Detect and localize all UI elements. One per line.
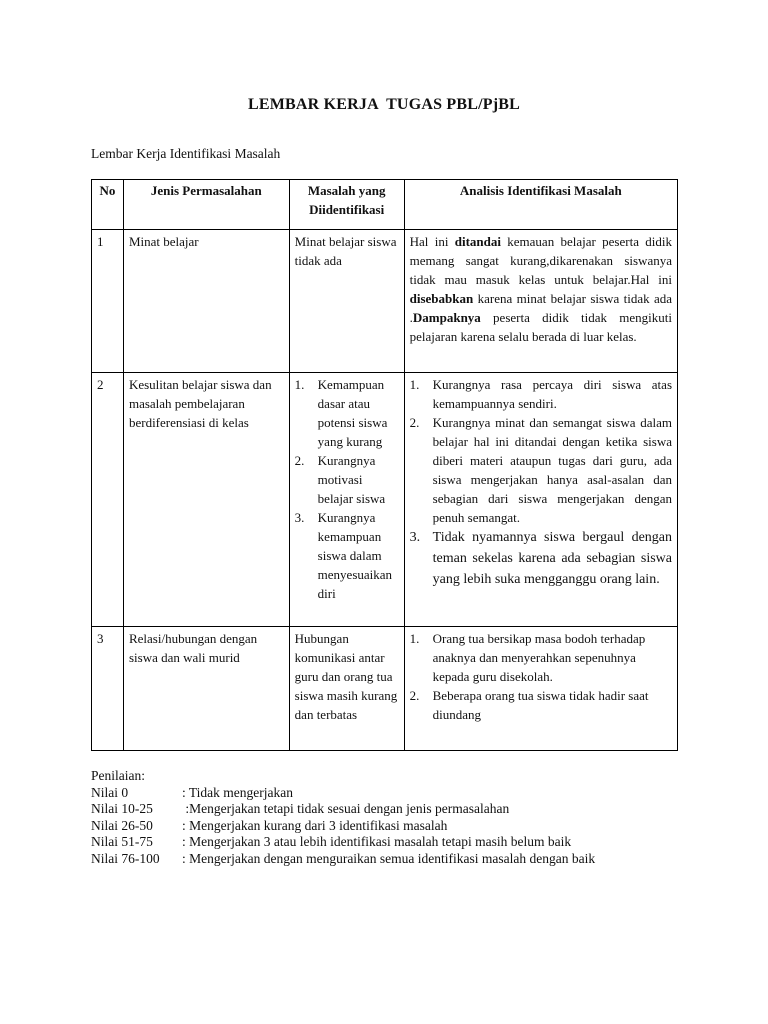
analisis-keyword-disebabkan: disebabkan (409, 291, 474, 306)
score-row: Nilai 10-25 :Mengerjakan tetapi tidak sesuai dengan jenis permasalahan (91, 801, 510, 816)
analisis-text: peserta didik tidak mengikuti pelajaran karena selalu berada di luar kelas. (409, 310, 672, 344)
analisis-keyword-ditandai: ditandai (454, 234, 501, 249)
table-row (92, 373, 678, 627)
list-item: 1. Kemampuan dasar atau potensi siswa yang kurang (294, 377, 388, 449)
header-analisis: Analisis Identifikasi Masalah (404, 180, 677, 230)
worksheet-subtitle: Lembar Kerja Identifikasi Masalah (91, 146, 281, 161)
list-item: 3. Kurangnya kemampuan siswa dalam menyesuaikan diri (294, 510, 393, 601)
analisis-text: karena minat belajar siswa tidak ada . (409, 291, 672, 325)
list-item: 3. Tidak nyamannya siswa bergaul dengan teman sekelas karena ada sebagian siswa yang lebih suka mengganggu orang lain. (409, 530, 672, 587)
analisis-keyword-dampaknya: Dampaknya (412, 310, 481, 325)
score-row: Nilai 76-100 : Mengerjakan dengan menguraikan semua identifikasi masalah dengan baik (91, 850, 596, 866)
problem-identification-table (91, 179, 678, 751)
header-no: No (92, 180, 124, 230)
scoring-label: Penilaian: (91, 768, 145, 783)
page-title: LEMBAR KERJA TUGAS PBL/PjBL (247, 96, 520, 113)
analisis-cell (404, 373, 677, 627)
jenis-permasalahan-cell: Minat belajar (123, 230, 289, 373)
header-jenis-permasalahan: Jenis Permasalahan (123, 180, 289, 230)
header-masalah-diidentifikasi: Masalah yang Diidentifikasi (289, 180, 404, 230)
list-item: 1. Orang tua bersikap masa bodoh terhadap anaknya dan menyerahkan sepenuhnya kepada guru disekolah. (409, 631, 646, 684)
row-number: 2 (92, 373, 124, 627)
score-row: Nilai 0 : Tidak mengerjakan (91, 784, 293, 800)
analisis-text: Hal ini (409, 234, 455, 249)
row-number: 1 (92, 230, 124, 373)
analisis-list (410, 629, 672, 724)
table-header-row (92, 180, 678, 230)
analisis-text: kemauan belajar peserta didik memang sangat kurang,dikarenakan siswanya tidak mau masuk kelas untuk belajar.Hal ini (409, 234, 672, 287)
table-row (92, 230, 678, 373)
scoring-section (91, 768, 595, 867)
list-item: 1. Kurangnya rasa percaya diri siswa atas kemampuannya sendiri. (409, 377, 672, 411)
jenis-permasalahan-cell: Relasi/hubungan dengan siswa dan wali murid (123, 627, 289, 751)
analisis-list (410, 375, 672, 590)
jenis-permasalahan-cell: Kesulitan belajar siswa dan masalah pembelajaran berdiferensiasi di kelas (123, 373, 289, 627)
masalah-cell: Minat belajar siswa tidak ada (289, 230, 404, 373)
list-item: 2. Kurangnya motivasi belajar siswa (294, 453, 386, 506)
row-number: 3 (92, 627, 124, 751)
masalah-list (295, 375, 399, 603)
list-item: 2. Beberapa orang tua siswa tidak hadir saat diundang (409, 688, 649, 722)
table-row (92, 627, 678, 751)
score-row: Nilai 26-50 : Mengerjakan kurang dari 3 identifikasi masalah (91, 817, 448, 833)
list-item: 2. Kurangnya minat dan semangat siswa dalam belajar hal ini ditandai dengan ketika siswa diberi materi ataupun tugas dari guru, ada siswa mengerjakan hanya asal-asalan dan sebagian dari siswa mengerjakan dengan penuh semangat. (409, 415, 672, 525)
score-row: Nilai 51-75 : Mengerjakan 3 atau lebih identifikasi masalah tetapi masih belum baik (91, 834, 572, 849)
analisis-cell (404, 230, 677, 373)
masalah-cell (289, 373, 404, 627)
masalah-cell: Hubungan komunikasi antar guru dan orang tua siswa masih kurang dan terbatas (289, 627, 404, 751)
analisis-cell (404, 627, 677, 751)
